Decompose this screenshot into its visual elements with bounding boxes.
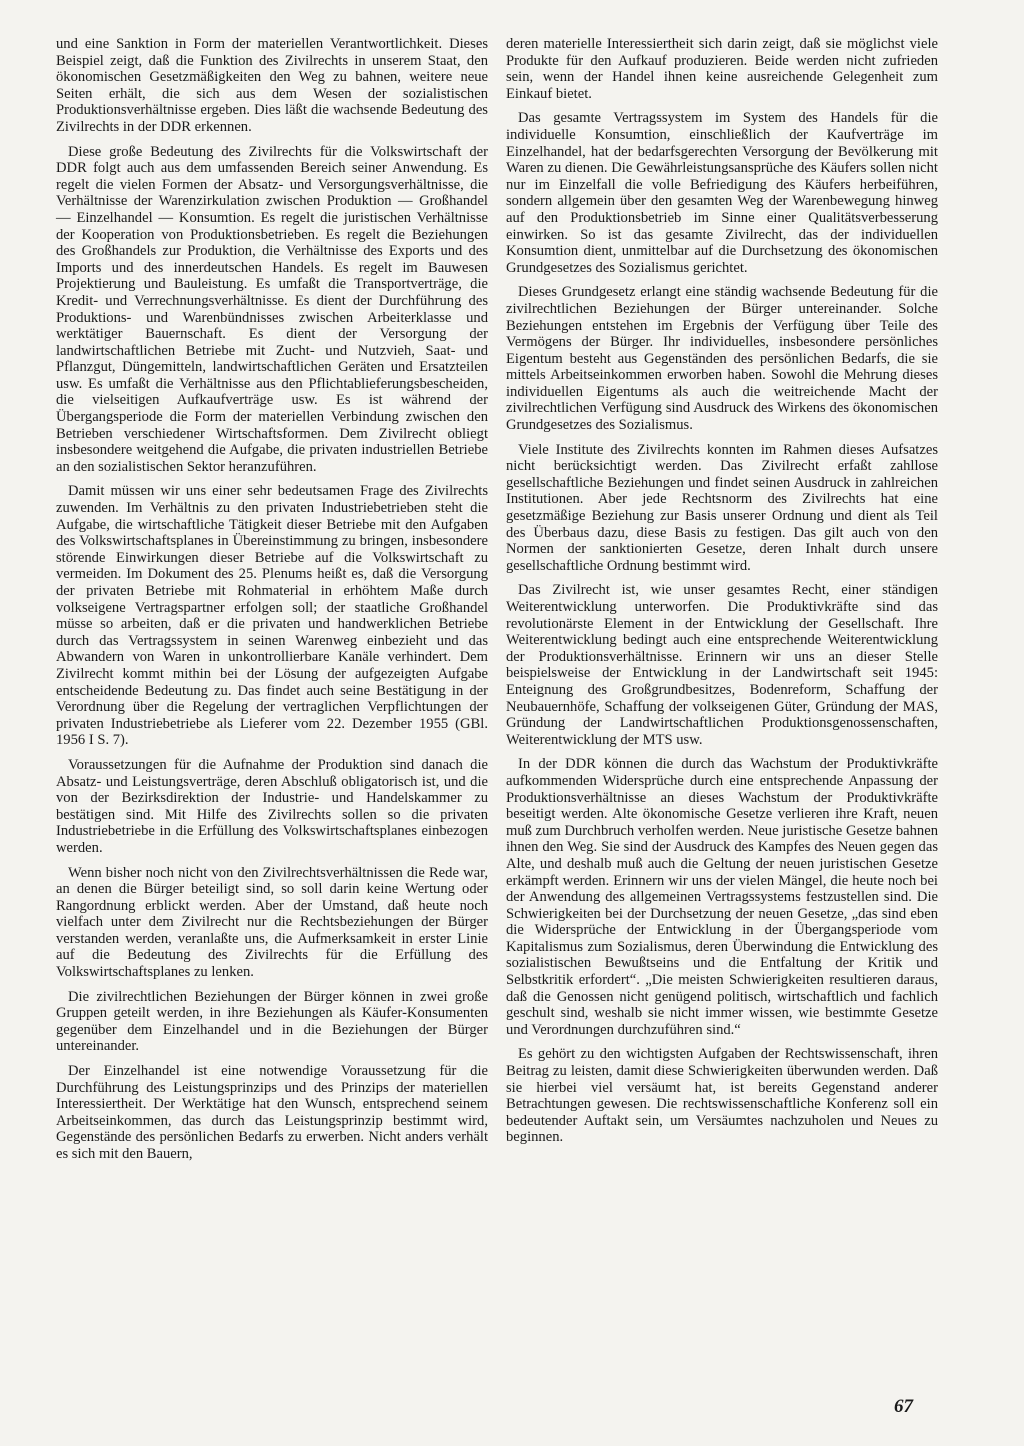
paragraph: Viele Institute des Zivilrechts konnten im Rahmen dieses Aufsatzes nicht berücksichtigt werden. Das Zivilrecht erfaßt zahllose gesellschaftliche Beziehungen und findet seinen Ausdruck in zahlreichen Institutionen. Aber jede Rechtsnorm des Zivilrechts hat eine gesetzmäßige Beziehung zur Basis unserer Ordnung und dient als Teil des Überbaus dazu, diese Basis zu festigen. Das gilt auch von den Normen der sanktionierten Gesetze, deren Inhalt durch unsere gesellschaftliche Ordnung bestimmt wird. bbox=[506, 441, 938, 574]
paragraph: Das gesamte Vertragssystem im System des Handels für die individuelle Konsumtion, einschließlich der Kaufverträge im Einzelhandel, hat der bedarfsgerechten Versorgung der Bevölkerung mit Waren zu dienen. Die Gewährleistungsansprüche des Käufers sollen nicht nur im Einzelfall die volle Befriedigung des Käufers herbeiführen, sondern allgemein über den gesamten Weg der Warenbewegung hinweg auf den Produktionsbetrieb im Sinne einer Qualitätsverbesserung einwirken. So ist das gesamte Zivilrecht, das der individuellen Konsumtion dient, unmittelbar auf die Durchsetzung des ökonomischen Grundgesetzes des Sozialismus gerichtet. bbox=[506, 110, 938, 276]
paragraph: Es gehört zu den wichtigsten Aufgaben der Rechtswissenschaft, ihren Beitrag zu leisten, damit diese Schwierigkeiten überwunden werden. Daß sie hierbei viel versäumt hat, ist bereits Gegenstand anderer Betrachtungen gewesen. Die rechtswissenschaftliche Konferenz soll ein bedeutender Auftakt sein, um Versäumtes nachzuholen und Neues zu beginnen. bbox=[506, 1046, 938, 1146]
paragraph: Wenn bisher noch nicht von den Zivilrechtsverhältnissen die Rede war, an denen die Bürger beteiligt sind, so soll darin keine Wertung oder Rangordnung erblickt werden. Aber der Umstand, daß heute noch vielfach unter dem Zivilrecht nur die Rechtsbeziehungen der Bürger verstanden werden, veranlaßte uns, die Aufmerksamkeit in erster Linie auf die Bedeutung des Zivilrechts für die Erfüllung des Volkswirtschaftsplanes zu lenken. bbox=[56, 864, 488, 981]
left-column bbox=[56, 36, 488, 1171]
paragraph: Das Zivilrecht ist, wie unser gesamtes Recht, einer ständigen Weiterentwicklung unterworfen. Die Produktivkräfte sind das revolutionärste Element in der Entwicklung der Gesellschaft. Ihre Weiterentwicklung bedingt auch eine entsprechende Weiterentwicklung der Produktionsverhältnisse. Erinnern wir uns an dieser Stelle beispielsweise der Entwicklung in der Landwirtschaft seit 1945: Enteignung des Großgrundbesitzes, Bodenreform, Schaffung der Neubauernhöfe, Schaffung der volkseigenen Güter, Gründung der MAS, Gründung der Landwirtschaftlichen Produktionsgenossenschaften, Weiterentwicklung der MTS usw. bbox=[506, 582, 938, 748]
paragraph: Der Einzelhandel ist eine notwendige Voraussetzung für die Durchführung des Leistungsprinzips und des Prinzips der materiellen Interessiertheit. Der Werktätige hat den Wunsch, entsprechend seinem Arbeitseinkommen, das durch das Leistungsprinzip bestimmt wird, Gegenstände des persönlichen Bedarfs zu erwerben. Nicht anders verhält es sich mit den Bauern, bbox=[56, 1063, 488, 1162]
paragraph: Voraussetzungen für die Aufnahme der Produktion sind danach die Absatz- und Leistungsverträge, deren Abschluß obligatorisch ist, und die von der Bezirksdirektion der Industrie- und Handelskammer zu bestätigen sind. Mit Hilfe des Zivilrechts sollen so die privaten Industriebetriebe in die Erfüllung des Volkswirtschaftsplanes einbezogen werden. bbox=[56, 756, 488, 856]
paragraph: Dieses Grundgesetz erlangt eine ständig wachsende Bedeutung für die zivilrechtlichen Beziehungen der Bürger untereinander. Solche Beziehungen entstehen im Ergebnis der Verfügung über Teile des Vermögens der Bürger. Ihr individuelles, insbesondere persönliches Eigentum besteht aus Gegenständen des persönlichen Bedarfs, die sie mittels Arbeitseinkommen erworben haben. Sowohl die Mehrung dieses individuellen Eigentums als auch die weitreichende Macht der zivilrechtlichen Verfügung sind Ausdruck des Wirkens des ökonomischen Grundgesetzes des Sozialismus. bbox=[506, 284, 938, 434]
paragraph: Damit müssen wir uns einer sehr bedeutsamen Frage des Zivilrechts zuwenden. Im Verhältnis zu den privaten Industriebetrieben steht die Aufgabe, die wirtschaftliche Tätigkeit dieser Betriebe mit den Aufgaben des Volkswirtschaftsplanes in Übereinstimmung zu bringen, insbesondere störende Einwirkungen dieser Betriebe auf die Volkswirtschaft zu vermeiden. Im Dokument des 25. Plenums heißt es, daß die Versorgung der privaten Betriebe mit Rohmaterial in erhöhtem Maße durch volkseigene Vertragspartner erfolgen soll; der staatliche Großhandel müsse so arbeiten, daß er die privaten und handwerklichen Betriebe durch das Vertragssystem in seinen Warenweg einbezieht und das Abwandern von Waren in unkontrollierbare Kanäle verhindert. Dem Zivilrecht kommt mithin bei der Lösung der aufgezeigten Aufgabe entscheidende Bedeutung zu. Das findet auch seine Bestätigung in der Verordnung über die Regelung der vertraglichen Verpflichtungen der privaten Industriebetriebe als Lieferer vom 22. Dezember 1955 (GBl. 1956 I S. 7). bbox=[56, 483, 488, 749]
page-number: 67 bbox=[894, 1396, 913, 1417]
paragraph: deren materielle Interessiertheit sich darin zeigt, daß sie möglichst viele Produkte für den Aufkauf produzieren. Beide werden nicht zufrieden sein, wenn der Handel ihnen keine ausreichende Gelegenheit zum Einkauf bietet. bbox=[506, 36, 938, 102]
paragraph: Diese große Bedeutung des Zivilrechts für die Volkswirtschaft der DDR folgt auch aus dem umfassenden Bereich seiner Anwendung. Es regelt die vielen Formen der Absatz- und Versorgungsverhältnisse, die Verhältnisse der Warenzirkulation zwischen Produktion — Großhandel — Einzelhandel — Konsumtion. Es regelt die juristischen Verhältnisse der Kooperation von Produktionsbetrieben. Es regelt die Beziehungen des Großhandels zur Produktion, die Verhältnisse des Exports und des Imports und des innerdeutschen Handels. Es regelt im Bauwesen Projektierung und Bauleistung. Es umfaßt die Transportverträge, die Kredit- und Verrechnungsverhältnisse. Es dient der Durchführung des Produktions- und Warenbündnisses zwischen Arbeiterklasse und werktätiger Bauernschaft. Es dient der Versorgung der landwirtschaftlichen Betriebe mit Zucht- und Nutzvieh, Saat- und Pflanzgut, Düngemitteln, landwirtschaftlichen Geräten und Ersatzteilen usw. Es umfaßt die Verhältnisse aus den Pflichtablieferungsbescheiden, die vielseitigen Aufkaufverträge usw. Es ist während der Übergangsperiode die Form der materiellen Verbindung zwischen den Betrieben verschiedener Wirtschaftsformen. Dem Zivilrecht obliegt insbesondere weitgehend die Aufgabe, die privaten industriellen Betriebe an den sozialistischen Sektor heranzuführen. bbox=[56, 143, 488, 475]
paragraph: In der DDR können die durch das Wachstum der Produktivkräfte aufkommenden Widersprüche durch eine entsprechende Anpassung der Produktionsverhältnisse an dieses Wachstum der Produktivkräfte beseitigt werden. Alte ökonomische Gesetze verlieren ihre Kraft, neuen muß zum Durchbruch verholfen werden. Neue juristische Gesetze bahnen ihnen den Weg. Sie sind der Ausdruck des Kampfes des Neuen gegen das Alte, und deshalb muß auch die Geltung der neuen juristischen Gesetze erkämpft werden. Erinnern wir uns der vielen Mängel, die heute noch bei der Anwendung des allgemeinen Vertragssystems festzustellen sind. Die Schwierigkeiten bei der Durchsetzung der neuen Gesetze, „das sind eben die Widersprüche der Entwicklung in der Übergangsperiode vom Kapitalismus zum Sozialismus, deren Überwindung die Entwicklung des sozialistischen Bewußtseins und die Entfaltung der Kritik und Selbstkritik erfordert“. „Die meisten Schwierigkeiten resultieren daraus, daß die Genossen nicht genügend politisch, wirtschaftlich und fachlich geschult sind, weshalb sie nicht immer wissen, wie bestimmte Gesetze und Verordnungen durchzuführen sind.“ bbox=[506, 756, 938, 1038]
right-column bbox=[506, 36, 938, 1154]
paragraph: Die zivilrechtlichen Beziehungen der Bürger können in zwei große Gruppen geteilt werden, in ihre Beziehungen als Käufer-Konsumenten gegenüber dem Einzelhandel und in die Beziehungen der Bürger untereinander. bbox=[56, 988, 488, 1055]
paragraph: und eine Sanktion in Form der materiellen Verantwortlichkeit. Dieses Beispiel zeigt, daß die Funktion des Zivilrechts in unserem Staat, den ökonomischen Gesetzmäßigkeiten den Weg zu bahnen, weitere neue Seiten erhält, die sich aus dem Wesen der sozialistischen Produktionsverhältnisse ergeben. Dies läßt die wachsende Bedeutung des Zivilrechts in der DDR erkennen. bbox=[56, 36, 488, 135]
